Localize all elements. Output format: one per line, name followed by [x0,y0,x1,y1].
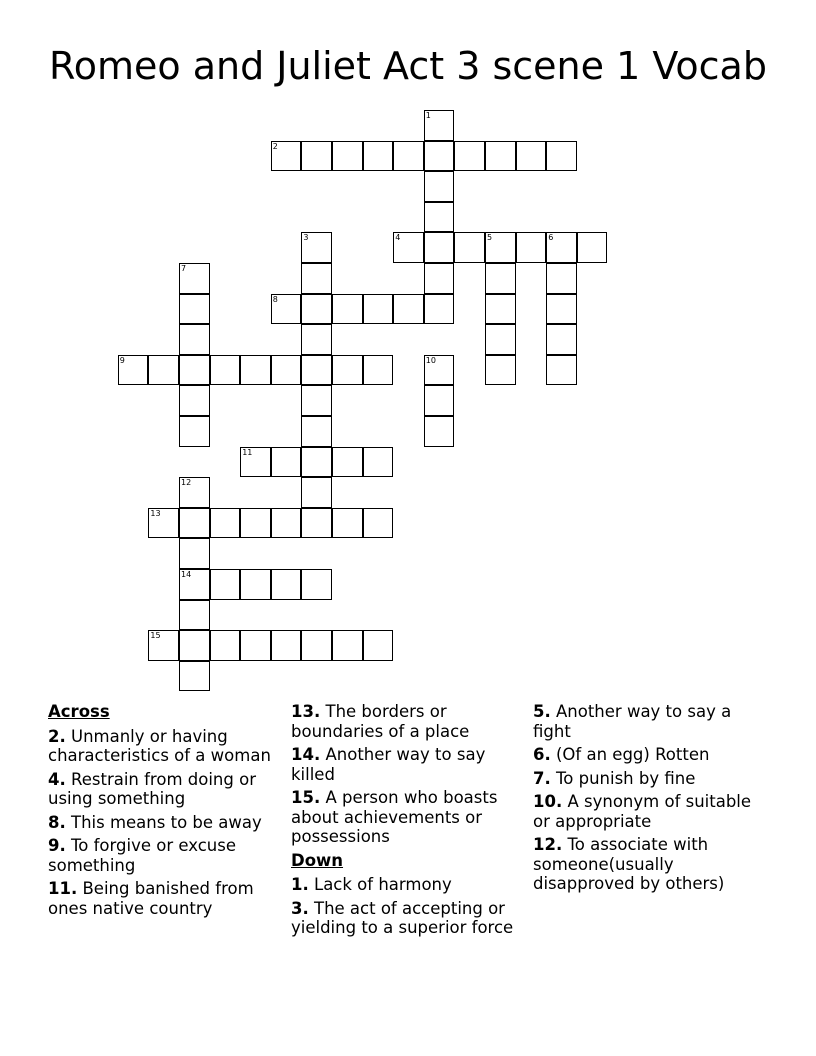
clue-number: 5 [487,233,493,243]
grid-cell[interactable] [485,232,516,263]
grid-cell[interactable] [485,355,516,386]
grid-cell[interactable] [516,141,547,172]
clue-item-number: 1. [291,875,309,894]
grid-cell[interactable] [301,141,332,172]
grid-cell[interactable] [240,447,271,478]
grid-cell[interactable] [301,569,332,600]
clue-item-number: 5. [533,702,551,721]
clue-column-3 [533,702,769,898]
clue-item-text: Restrain from doing or using something [48,769,256,808]
clue-item [533,769,769,789]
clue-item [291,702,527,741]
grid-cell[interactable] [332,508,363,539]
clue-item [533,835,769,894]
clue-number: 14 [181,570,192,579]
grid-cell[interactable] [546,263,577,294]
clue-item [533,702,769,741]
clue-number: 11 [242,447,253,457]
grid-cell[interactable] [363,141,394,172]
grid-cell[interactable] [271,447,302,478]
grid-cell[interactable] [546,141,577,172]
clue-item-text: Being banished from ones native country [48,879,254,918]
clue-number: 8 [272,294,278,304]
grid-cell[interactable] [179,294,210,325]
grid-cell[interactable] [210,630,241,661]
grid-cell[interactable] [485,263,516,294]
clue-item [291,899,527,938]
clue-number: 6 [548,233,554,243]
grid-cell[interactable] [301,232,332,263]
grid-cell[interactable] [301,263,332,294]
grid-cell[interactable] [148,508,179,539]
clue-item [533,745,769,765]
clue-item-text: To forgive or excuse something [48,836,236,875]
grid-cell[interactable] [424,141,455,172]
grid-cell[interactable] [301,630,332,661]
grid-cell[interactable] [363,508,394,539]
grid-cell[interactable] [546,232,577,263]
grid-cell[interactable] [179,538,210,569]
clue-item-text: A person who boasts about achievements or possessions [291,788,498,846]
grid-cell[interactable] [546,294,577,325]
clue-item-text: This means to be away [71,812,262,832]
grid-cell[interactable] [454,141,485,172]
grid-cell[interactable] [301,324,332,355]
clue-number: 3 [303,233,309,243]
grid-cell[interactable] [546,355,577,386]
grid-cell[interactable] [179,569,210,600]
grid-cell[interactable] [332,141,363,172]
clue-column-1 [48,702,284,922]
grid-cell[interactable] [179,477,210,508]
clue-item-text: To associate with someone(usually disapproved by others) [533,835,725,893]
grid-cell[interactable] [179,630,210,661]
grid-cell[interactable] [240,630,271,661]
grid-cell[interactable] [271,355,302,386]
grid-cell[interactable] [424,385,455,416]
grid-cell[interactable] [301,385,332,416]
grid-cell[interactable] [210,569,241,600]
clue-item-number: 3. [291,898,309,918]
grid-cell[interactable] [485,324,516,355]
clue-item-text: Another way to say a fight [533,702,732,741]
clue-column-2 [291,702,527,942]
grid-cell[interactable] [363,294,394,325]
grid-cell[interactable] [393,141,424,172]
grid-cell[interactable] [424,416,455,447]
grid-cell[interactable] [424,232,455,263]
grid-cell[interactable] [271,630,302,661]
clue-item-text: (Of an egg) Rotten [556,745,710,764]
grid-cell[interactable] [179,508,210,539]
grid-cell[interactable] [179,385,210,416]
clue-item-number: 14. [291,745,321,764]
clue-number: 15 [150,631,161,641]
clue-item [48,813,284,833]
clue-number: 7 [181,264,187,273]
grid-cell[interactable] [332,630,363,661]
grid-cell[interactable] [301,355,332,386]
grid-cell[interactable] [148,355,179,386]
grid-cell[interactable] [301,294,332,325]
clue-item-number: 7. [533,768,551,788]
clue-item-number: 4. [48,769,66,789]
grid-cell[interactable] [577,232,608,263]
clue-item-text: Lack of harmony [314,875,452,894]
grid-cell[interactable] [424,110,455,141]
grid-cell[interactable] [424,171,455,202]
grid-cell[interactable] [546,324,577,355]
clue-number: 13 [150,508,161,518]
clue-heading-across: Across [48,702,110,721]
clue-item [291,788,527,847]
grid-cell[interactable] [424,294,455,325]
clue-item-text: Unmanly or having characteristics of a woman [48,726,271,765]
grid-cell[interactable] [485,294,516,325]
grid-cell[interactable] [179,416,210,447]
clue-number: 12 [181,478,192,488]
grid-cell[interactable] [363,447,394,478]
clue-item-number: 2. [48,726,66,746]
grid-cell[interactable] [240,569,271,600]
grid-cell[interactable] [516,232,547,263]
grid-cell[interactable] [179,661,210,692]
grid-cell[interactable] [301,416,332,447]
grid-cell[interactable] [179,355,210,386]
clue-item-number: 6. [533,745,551,764]
grid-cell[interactable] [332,294,363,325]
clue-number: 1 [425,111,431,120]
clue-item [48,836,284,875]
page-title: Romeo and Juliet Act 3 scene 1 Vocab [49,44,767,88]
clue-number: 2 [272,141,278,151]
clue-item-text: To punish by fine [556,768,696,788]
grid-cell[interactable] [332,447,363,478]
grid-cell[interactable] [179,600,210,631]
grid-cell[interactable] [301,477,332,508]
grid-cell[interactable] [424,263,455,294]
grid-cell[interactable] [210,355,241,386]
grid-cell[interactable] [454,232,485,263]
clue-item-number: 12. [533,835,563,854]
grid-cell[interactable] [240,355,271,386]
clue-item-text: Another way to say killed [291,745,486,784]
clue-heading-down: Down [291,850,344,870]
clue-item-text: A synonym of suitable or appropriate [533,792,752,831]
grid-cell[interactable] [179,263,210,294]
grid-cell[interactable] [271,569,302,600]
clue-item [291,875,527,895]
grid-cell[interactable] [271,508,302,539]
grid-cell[interactable] [424,355,455,386]
grid-cell[interactable] [240,508,271,539]
grid-cell[interactable] [485,141,516,172]
grid-cell[interactable] [148,630,179,661]
grid-cell[interactable] [363,630,394,661]
clue-item-number: 13. [291,702,321,721]
clue-item-text: The borders or boundaries of a place [291,702,470,741]
clue-item-number: 15. [291,788,321,807]
clue-item [48,879,284,918]
clue-item [533,792,769,831]
clue-item [291,745,527,784]
grid-cell[interactable] [424,202,455,233]
clue-number: 10 [425,355,436,365]
clue-item-text: The act of accepting or yielding to a superior force [291,898,514,937]
clue-item [48,770,284,809]
grid-cell[interactable] [118,355,149,386]
clue-item-number: 10. [533,792,563,811]
clue-item-number: 8. [48,812,66,832]
grid-cell[interactable] [393,232,424,263]
clue-number: 9 [119,355,125,365]
grid-cell[interactable] [179,324,210,355]
clue-number: 4 [395,233,401,243]
grid-cell[interactable] [363,355,394,386]
clue-item [48,727,284,766]
clue-item-number: 11. [48,879,78,898]
grid-cell[interactable] [332,355,363,386]
grid-cell[interactable] [271,141,302,172]
grid-cell[interactable] [210,508,241,539]
grid-cell[interactable] [393,294,424,325]
grid-cell[interactable] [301,508,332,539]
grid-cell[interactable] [271,294,302,325]
clue-item-number: 9. [48,836,66,855]
grid-cell[interactable] [301,447,332,478]
